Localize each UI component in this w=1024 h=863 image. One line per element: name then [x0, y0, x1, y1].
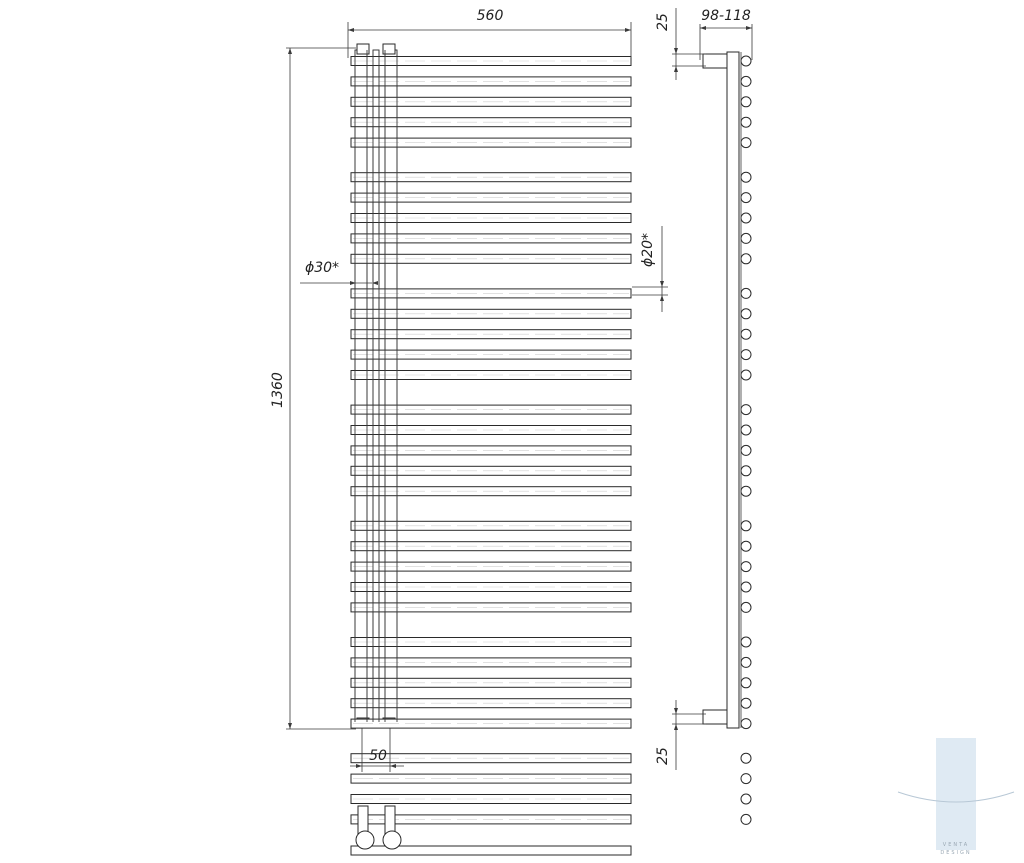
bar-section-circle: [741, 213, 751, 223]
collector-pipe: [373, 50, 379, 722]
dimension-arrow: [288, 48, 292, 54]
pipe-spacing-dimension-label: 50: [369, 748, 387, 764]
side-collector: [727, 52, 739, 728]
bar-section-circle: [741, 814, 751, 824]
width-dimension-label: 560: [476, 8, 504, 24]
dimension-arrow: [390, 764, 396, 768]
dimension-arrow: [348, 28, 354, 32]
bar-section-circle: [741, 486, 751, 496]
bar-section-circle: [741, 698, 751, 708]
bar-section-circle: [741, 172, 751, 182]
collector-pipe: [355, 50, 367, 722]
bar-section-circle: [741, 138, 751, 148]
bar-section-circle: [741, 521, 751, 531]
bar-section-circle: [741, 193, 751, 203]
dimension-arrow: [674, 66, 678, 72]
bottom-fitting-circle: [383, 831, 401, 849]
bar-section-circle: [741, 541, 751, 551]
bar-section-circle: [741, 405, 751, 415]
bar-section-circle: [741, 56, 751, 66]
dimension-arrow: [356, 764, 362, 768]
watermark-logo: [898, 738, 1014, 856]
bar-section-circle: [741, 254, 751, 264]
bar-section-circle: [741, 637, 751, 647]
bar-section-circle: [741, 329, 751, 339]
watermark-bar: [936, 738, 976, 850]
dimension-arrow: [660, 295, 664, 301]
dimension-arrow: [288, 723, 292, 729]
wall-bracket: [703, 54, 727, 68]
dimension-arrow: [746, 26, 752, 30]
bottom-view: [351, 806, 631, 855]
watermark-top: VENTA: [942, 842, 970, 848]
side-view: [703, 52, 751, 824]
dimension-arrow: [700, 26, 706, 30]
dimension-arrow: [674, 48, 678, 54]
bar-section-circle: [741, 76, 751, 86]
bar-section-circle: [741, 117, 751, 127]
wall-offset-dimension-label: 98-118: [701, 8, 751, 24]
bar-section-circle: [741, 288, 751, 298]
bar-section-circle: [741, 309, 751, 319]
bar-diameter-label: ϕ20*: [640, 232, 656, 268]
collector-pipe: [385, 50, 397, 722]
bar-section-circle: [741, 370, 751, 380]
bar-section-circle: [741, 233, 751, 243]
bar-section-circle: [741, 445, 751, 455]
dimension-arrow: [674, 724, 678, 730]
dimension-arrow: [660, 281, 664, 287]
bar-section-circle: [741, 562, 751, 572]
wall-bracket: [703, 710, 727, 724]
watermark-bottom: DESIGN: [940, 850, 972, 856]
bar-section-circle: [741, 678, 751, 688]
bar-section-circle: [741, 753, 751, 763]
dimension-arrow: [625, 28, 631, 32]
bottom-offset-dimension-label: 25: [655, 747, 671, 765]
bottom-fitting-circle: [356, 831, 374, 849]
bar-section-circle: [741, 602, 751, 612]
bar-section-circle: [741, 794, 751, 804]
bar-section-circle: [741, 774, 751, 784]
bar-section-circle: [741, 582, 751, 592]
top-offset-dimension-label: 25: [655, 13, 671, 31]
front-view: [351, 44, 631, 824]
bar-section-circle: [741, 350, 751, 360]
bar-section-circle: [741, 425, 751, 435]
bar-section-circle: [741, 97, 751, 107]
dimension-arrow: [674, 708, 678, 714]
bar-section-circle: [741, 657, 751, 667]
collector-diameter-label: ϕ30*: [304, 260, 340, 276]
height-dimension-label: 1360: [270, 372, 286, 408]
bar-section-circle: [741, 466, 751, 476]
bar-section-circle: [741, 719, 751, 729]
